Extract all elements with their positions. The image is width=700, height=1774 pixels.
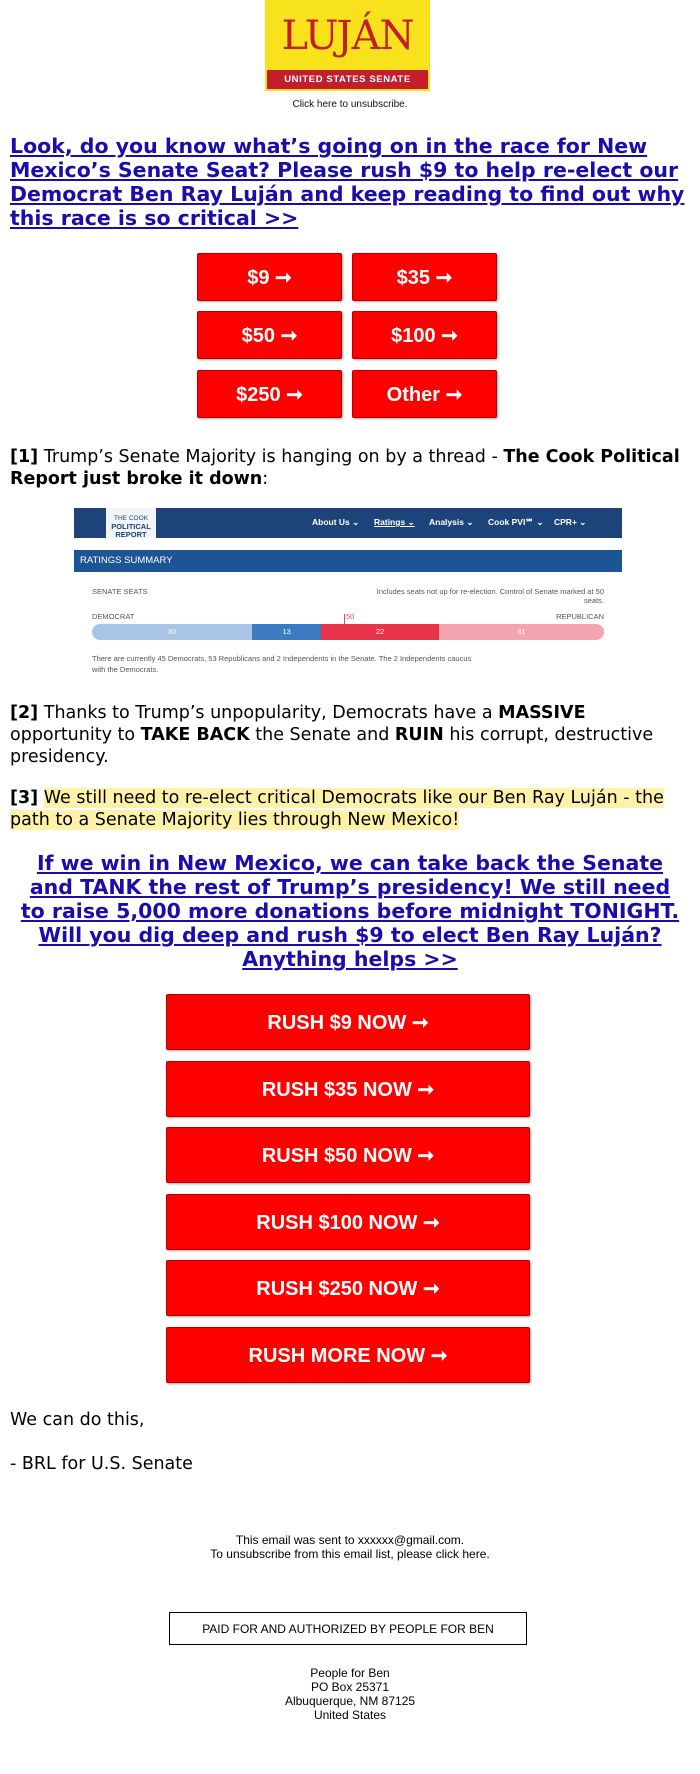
donate-9-button[interactable]: $9 ➞ xyxy=(197,253,342,301)
senate-seats-label: SENATE SEATS xyxy=(92,587,148,596)
donate-other-button[interactable]: Other ➞ xyxy=(352,370,497,418)
paragraph-2-bold-1: MASSIVE xyxy=(498,703,586,723)
signoff-text: - BRL for U.S. Senate xyxy=(10,1454,193,1474)
rush-250-button[interactable]: RUSH $250 NOW ➞ xyxy=(166,1260,530,1316)
paid-for-text: PAID FOR AND AUTHORIZED BY PEOPLE FOR BEN xyxy=(202,1621,494,1636)
paragraph-2-text-2: opportunity to xyxy=(10,725,141,745)
paragraph-2-text-3: the Senate and xyxy=(249,725,395,745)
majority-marker xyxy=(344,614,345,624)
cook-report-logo xyxy=(106,508,156,538)
seat-segment-4: 31 xyxy=(439,624,604,640)
headline xyxy=(10,134,690,230)
address-line-2: PO Box 25371 xyxy=(310,1680,390,1694)
paid-for-box xyxy=(169,1612,527,1645)
ratings-summary-title: RATINGS SUMMARY xyxy=(74,550,622,572)
donate-250-button[interactable]: $250 ➞ xyxy=(197,370,342,418)
donate-100-button[interactable]: $100 ➞ xyxy=(352,311,497,359)
majority-marker-label: 50 xyxy=(346,612,355,621)
logo-band: UNITED STATES SENATE xyxy=(267,70,428,89)
senate-note: Includes seats not up for re-election. Control of Senate marked at 50 seats. xyxy=(376,587,604,605)
logo-line-1: THE COOK xyxy=(114,515,148,522)
footer-unsubscribe-link[interactable]: To unsubscribe from this email list, please click here. xyxy=(210,1547,490,1561)
paragraph-3 xyxy=(10,787,680,831)
seat-segment-1: 30 xyxy=(92,624,252,640)
paragraph-2-text-1: Thanks to Trump’s unpopularity, Democrats have a xyxy=(38,703,499,723)
report-menu-cprplus: CPR+ ⌄ xyxy=(554,517,587,527)
report-menu-pvi: Cook PVI℠ ⌄ xyxy=(488,517,544,527)
paragraph-3-number: [3] xyxy=(10,788,39,808)
donate-35-button[interactable]: $35 ➞ xyxy=(352,253,497,301)
paragraph-1-bold: The Cook Political Report just broke it down xyxy=(10,447,680,489)
paragraph-2-bold-2: TAKE BACK xyxy=(140,725,250,745)
seat-bar xyxy=(92,624,604,640)
paragraph-1-end: : xyxy=(262,469,269,489)
report-menu-ratings: Ratings ⌄ xyxy=(374,517,415,527)
report-menu-about: About Us ⌄ xyxy=(312,517,360,527)
paragraph-3-highlight: We still need to re-elect critical Democrats like our Ben Ray Luján - the path to a Senate Majority lies through New Mexico! xyxy=(10,788,664,830)
report-nav xyxy=(74,508,622,538)
ratings-summary-image xyxy=(74,508,622,678)
report-footnote-2: with the Democrats. xyxy=(92,665,159,674)
rush-100-button[interactable]: RUSH $100 NOW ➞ xyxy=(166,1194,530,1250)
rush-50-button[interactable]: RUSH $50 NOW ➞ xyxy=(166,1127,530,1183)
footer-sent-to: This email was sent to xxxxxx@gmail.com. xyxy=(235,1533,465,1547)
closing-text: We can do this, xyxy=(10,1410,145,1430)
seat-segment-2: 13 xyxy=(252,624,321,640)
republican-label: REPUBLICAN xyxy=(556,612,604,621)
address-line-4: United States xyxy=(313,1708,387,1722)
logo-name: LUJÁN xyxy=(281,13,414,59)
paragraph-2-text-4: his corrupt, destructive presidency. xyxy=(10,725,654,767)
donate-50-button[interactable]: $50 ➞ xyxy=(197,311,342,359)
unsubscribe-top-link[interactable]: Click here to unsubscribe. xyxy=(292,99,408,110)
logo-line-3: REPORT xyxy=(115,530,147,539)
rush-9-button[interactable]: RUSH $9 NOW ➞ xyxy=(166,994,530,1050)
paragraph-2-bold-3: RUIN xyxy=(394,725,444,745)
address-line-3: Albuquerque, NM 87125 xyxy=(284,1694,416,1708)
paragraph-1-text: Trump’s Senate Majority is hanging on by a thread - xyxy=(38,447,504,467)
paragraph-2 xyxy=(10,702,680,768)
logo-line-2: POLITICAL xyxy=(111,522,151,531)
paragraph-2-number: [2] xyxy=(10,703,39,723)
cta-link[interactable]: If we win in New Mexico, we can take back the Senate and TANK the rest of Trump’s presidency! We still need to raise 5,000 more donations before midnight TONIGHT. Will you dig deep and rush $9 to elect Ben Ray Luján? Anything helps >> xyxy=(20,851,680,971)
rush-more-button[interactable]: RUSH MORE NOW ➞ xyxy=(166,1327,530,1383)
cta-text xyxy=(16,851,684,971)
address-line-1: People for Ben xyxy=(310,1666,390,1680)
democrat-label: DEMOCRAT xyxy=(92,612,135,621)
paragraph-1-number: [1] xyxy=(10,447,39,467)
rush-35-button[interactable]: RUSH $35 NOW ➞ xyxy=(166,1061,530,1117)
lujan-logo xyxy=(265,0,430,91)
report-menu-analysis: Analysis ⌄ xyxy=(429,517,474,527)
report-footnote-1: There are currently 45 Democrats, 53 Republicans and 2 Independents in the Senate. The 2 Independents caucus xyxy=(92,654,472,663)
paragraph-1 xyxy=(10,446,680,490)
headline-link[interactable]: Look, do you know what’s going on in the race for New Mexico’s Senate Seat? Please rush $9 to help re-elect our Democrat Ben Ray Luján and keep reading to find out why this race is so critical >> xyxy=(10,134,685,230)
seat-segment-3: 22 xyxy=(321,624,438,640)
